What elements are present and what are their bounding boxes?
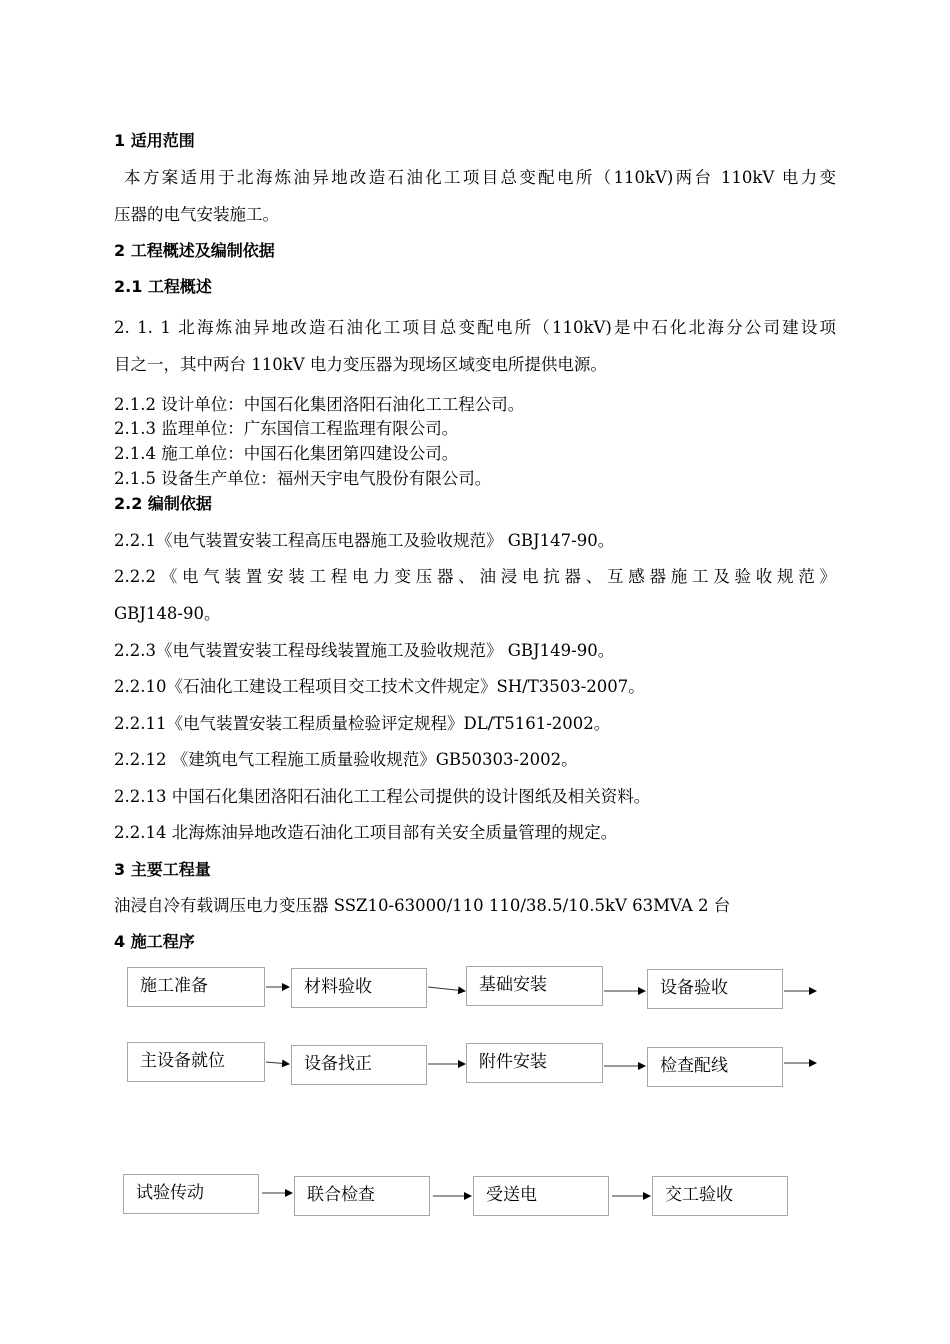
section-2-heading: 2 工程概述及编制依据 [114, 241, 275, 260]
item-2-2-12: 2.2.12 《建筑电气工程施工质量验收规范》GB50303-2002。 [114, 750, 578, 769]
flow-step-prep: 施工准备 [127, 967, 265, 1007]
item-2-1-1-line-2: 目之一，其中两台 110kV 电力变压器为现场区域变电所提供电源。 [114, 355, 607, 374]
section-2-2-heading: 2.2 编制依据 [114, 494, 212, 513]
item-2-2-2-line-2: GBJ148-90。 [114, 604, 221, 623]
flow-step-equipment-alignment: 设备找正 [291, 1045, 427, 1085]
section-2-1-heading: 2.1 工程概述 [114, 277, 212, 296]
section-3-heading: 3 主要工程量 [114, 860, 211, 879]
flow-step-joint-inspection: 联合检查 [294, 1176, 430, 1216]
flow-step-test-drive: 试验传动 [123, 1174, 259, 1214]
item-2-2-10: 2.2.10《石油化工建设工程项目交工技术文件规定》SH/T3503-2007。 [114, 677, 645, 696]
flow-step-accessory-install: 附件安装 [466, 1043, 603, 1083]
item-2-1-4: 2.1.4 施工单位：中国石化集团第四建设公司。 [114, 444, 459, 463]
flow-step-wiring-check: 检查配线 [647, 1047, 783, 1087]
flow-step-foundation-install: 基础安装 [466, 966, 603, 1006]
item-2-1-2: 2.1.2 设计单位：中国石化集团洛阳石油化工工程公司。 [114, 395, 525, 414]
flow-step-handover-acceptance: 交工验收 [652, 1176, 788, 1216]
section-1-paragraph-line-1: 本方案适用于北海炼油异地改造石油化工项目总变配电所（110kV)两台 110kV 电力变 [124, 168, 836, 187]
arrow-5 [266, 1062, 289, 1064]
flow-step-material-inspection: 材料验收 [291, 968, 427, 1008]
flow-step-equipment-inspection: 设备验收 [647, 969, 783, 1009]
section-4-heading: 4 施工程序 [114, 932, 195, 951]
item-2-2-1: 2.2.1《电气装置安装工程高压电器施工及验收规范》 GBJ147-90。 [114, 531, 615, 550]
flow-step-main-equipment-placement: 主设备就位 [127, 1042, 265, 1082]
item-2-2-13: 2.2.13 中国石化集团洛阳石油化工工程公司提供的设计图纸及相关资料。 [114, 787, 651, 806]
arrow-2 [428, 987, 465, 991]
section-1-heading: 1 适用范围 [114, 131, 195, 150]
item-2-1-5: 2.1.5 设备生产单位：福州天宇电气股份有限公司。 [114, 469, 492, 488]
item-2-2-3: 2.2.3《电气装置安装工程母线装置施工及验收规范》 GBJ149-90。 [114, 641, 615, 660]
item-2-2-11: 2.2.11《电气装置安装工程质量检验评定规程》DL/T5161-2002。 [114, 714, 611, 733]
item-2-2-2-line-1: 2.2.2《电气装置安装工程电力变压器、油浸电抗器、互感器施工及验收规范》 [114, 567, 836, 586]
item-2-1-1-line-1: 2. 1. 1 北海炼油异地改造石油化工项目总变配电所（110kV)是中石化北海分公司建设项 [114, 318, 836, 337]
section-1-paragraph-line-2: 压器的电气安装施工。 [114, 205, 279, 224]
section-3-paragraph: 油浸自冷有载调压电力变压器 SSZ10-63000/110 110/38.5/10.5kV 63MVA 2 台 [114, 896, 731, 915]
item-2-1-3: 2.1.3 监理单位：广东国信工程监理有限公司。 [114, 419, 459, 438]
flow-step-energization: 受送电 [473, 1176, 609, 1216]
item-2-2-14: 2.2.14 北海炼油异地改造石油化工项目部有关安全质量管理的规定。 [114, 823, 618, 842]
